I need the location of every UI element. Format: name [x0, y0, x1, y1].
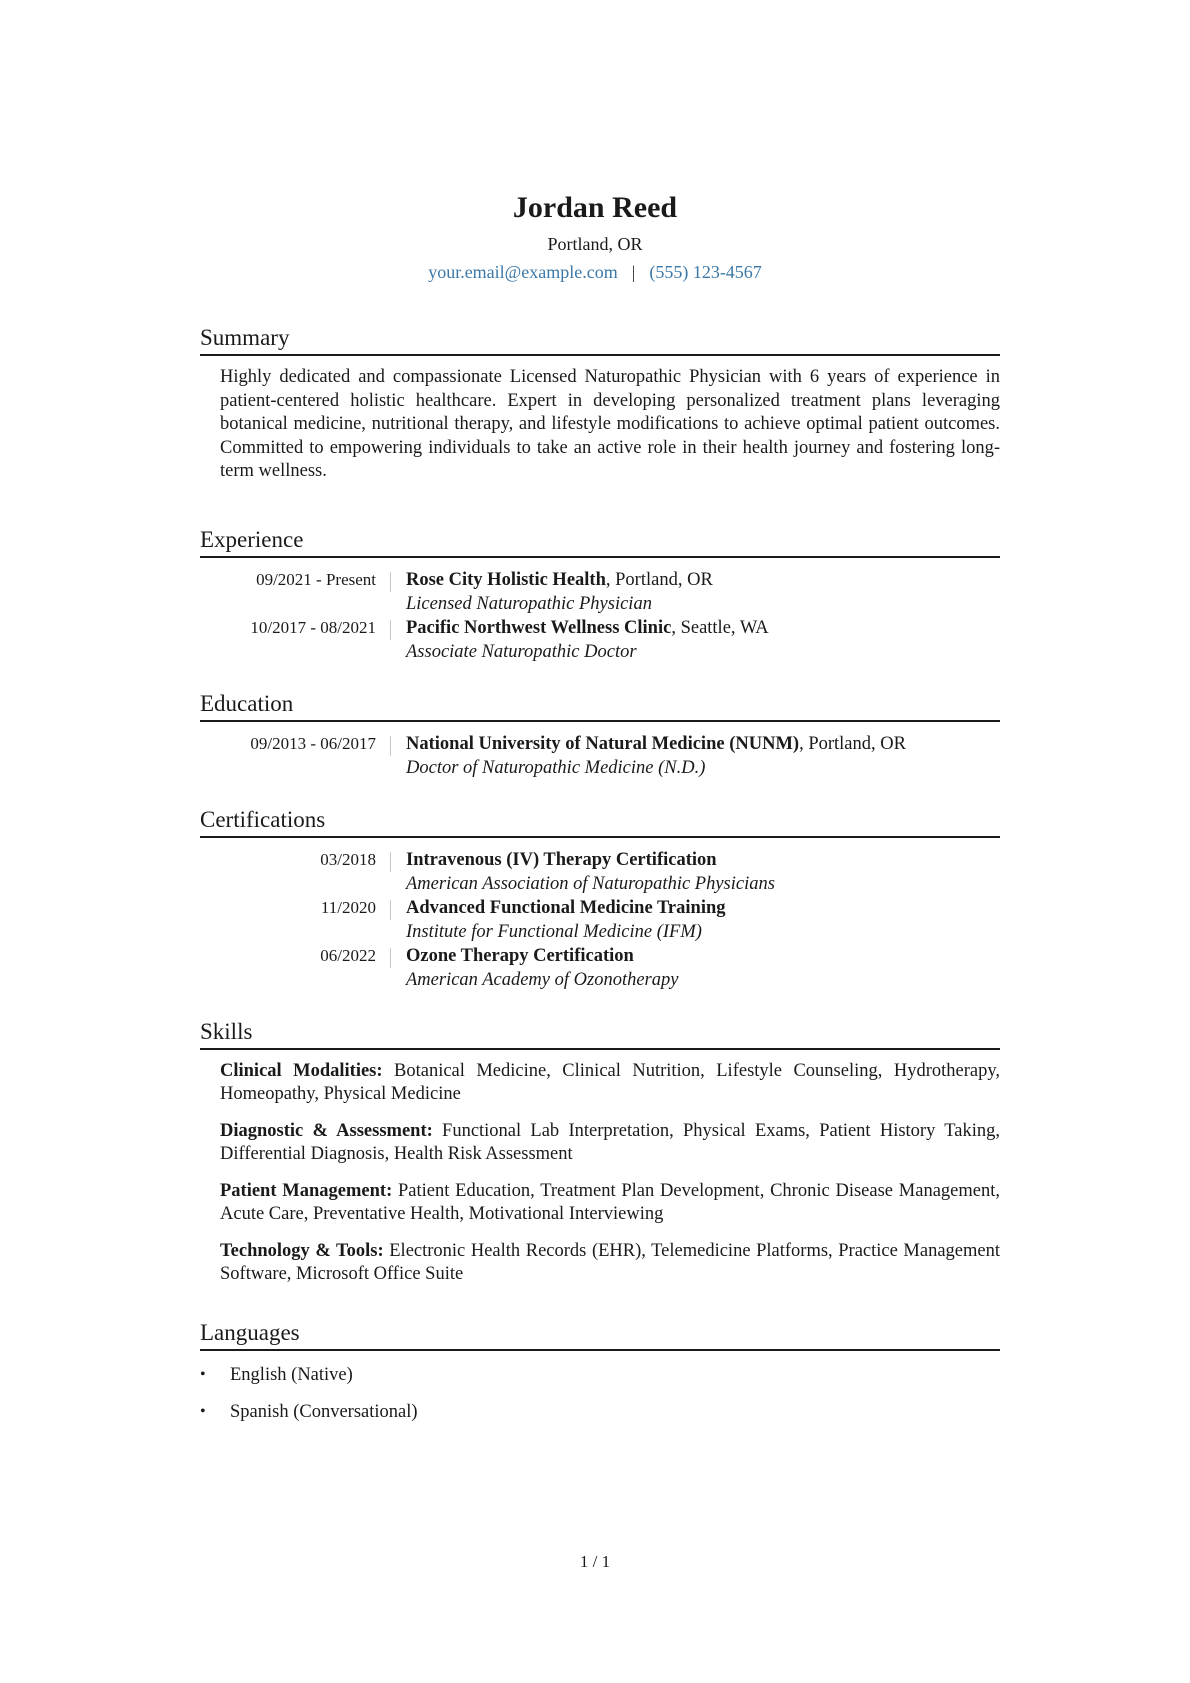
skill-label: Patient Management:	[220, 1180, 393, 1201]
entry-body	[391, 896, 726, 944]
language-item: • English (Native)	[200, 1363, 1000, 1387]
entry-issuer: American Academy of Ozonotherapy	[406, 969, 679, 990]
summary-text: Highly dedicated and compassionate Licensed Naturopathic Physician with 6 years of experience in patient-centered holistic healthcare. Expert in developing personalized treatment plans leveraging botanical medicine, nutritional therapy, and lifestyle modifications to achieve optimal patient outcomes. Committed to empowering individuals to take an active role in their health journey and fostering long-term wellness.	[220, 367, 1000, 481]
entry-organization: Pacific Northwest Wellness Clinic	[406, 617, 672, 638]
entry-date: 09/2013 - 06/2017	[250, 733, 376, 753]
experience-section	[200, 526, 1000, 664]
entry-date: 03/2018	[320, 849, 376, 869]
skill-group	[220, 1180, 1000, 1227]
entry-place: , Portland, OR	[605, 569, 713, 590]
entry-organization: Rose City Holistic Health	[406, 569, 606, 590]
summary-section	[200, 324, 1000, 484]
entry-role: Associate Naturopathic Doctor	[406, 641, 637, 662]
entry-date: 11/2020	[320, 897, 376, 917]
certification-entry	[200, 896, 1000, 944]
section-title-summary: Summary	[200, 324, 1000, 356]
entry-body	[391, 944, 678, 992]
experience-entry	[200, 568, 1000, 616]
certifications-section	[200, 806, 1000, 992]
contact-separator: |	[631, 262, 636, 282]
entry-role: Licensed Naturopathic Physician	[406, 593, 652, 614]
skill-label: Technology & Tools:	[220, 1240, 384, 1261]
experience-entry	[200, 616, 1000, 664]
skill-group	[220, 1120, 1000, 1167]
entry-organization: National University of Natural Medicine (NUNM)	[406, 733, 800, 754]
entry-role: Doctor of Naturopathic Medicine (N.D.)	[406, 757, 706, 778]
languages-section	[200, 1319, 1000, 1424]
section-title-certifications: Certifications	[200, 806, 1000, 838]
entry-issuer: Institute for Functional Medicine (IFM)	[406, 921, 702, 942]
experience-list	[200, 568, 1000, 664]
section-title-experience: Experience	[200, 526, 1000, 558]
entry-organization: Ozone Therapy Certification	[406, 945, 634, 966]
contact-line	[0, 260, 1190, 284]
skills-section	[200, 1018, 1000, 1287]
skill-text: Patient Education, Treatment Plan Development, Chronic Disease Management, Acute Care, Preventative Health, Motivational Interviewing	[220, 1180, 1000, 1224]
section-title-skills: Skills	[200, 1018, 1000, 1050]
entry-place: , Portland, OR	[799, 733, 906, 754]
education-section	[200, 690, 1000, 780]
skill-group	[220, 1060, 1000, 1107]
email-link[interactable]: your.email@example.com	[428, 262, 618, 282]
resume-page	[200, 190, 1000, 1437]
entry-place: , Seattle, WA	[671, 617, 769, 638]
skills-list	[220, 1060, 1000, 1287]
skill-label: Diagnostic & Assessment:	[220, 1120, 433, 1141]
section-title-languages: Languages	[200, 1319, 1000, 1351]
education-list	[200, 732, 1000, 780]
certification-entry	[200, 848, 1000, 896]
section-title-education: Education	[200, 690, 1000, 722]
skill-group	[220, 1240, 1000, 1287]
languages-list	[200, 1363, 1000, 1424]
education-entry	[200, 732, 1000, 780]
phone-link[interactable]: (555) 123-4567	[649, 262, 762, 282]
language-item: • Spanish (Conversational)	[200, 1400, 1000, 1424]
entry-organization: Intravenous (IV) Therapy Certification	[406, 849, 717, 870]
resume-header	[0, 190, 1190, 284]
skill-text: Electronic Health Records (EHR), Telemedicine Platforms, Practice Management Software, Microsoft Office Suite	[220, 1240, 1000, 1284]
entry-date: 06/2022	[320, 945, 376, 965]
skill-text: Functional Lab Interpretation, Physical Exams, Patient History Taking, Differential Diagnosis, Health Risk Assessment	[220, 1120, 1000, 1164]
page-number: 1 / 1	[579, 1552, 611, 1571]
entry-body	[391, 732, 906, 780]
entry-organization: Advanced Functional Medicine Training	[406, 897, 726, 918]
entry-body	[391, 616, 769, 664]
entry-body	[391, 568, 713, 616]
entry-body	[391, 848, 775, 896]
skill-text: Botanical Medicine, Clinical Nutrition, Lifestyle Counseling, Hydrotherapy, Homeopathy, Physical Medicine	[220, 1060, 1001, 1104]
candidate-location: Portland, OR	[547, 234, 643, 254]
entry-date: 09/2021 - Present	[256, 569, 376, 589]
skill-label: Clinical Modalities:	[220, 1060, 383, 1081]
entry-issuer: American Association of Naturopathic Physicians	[406, 873, 775, 894]
certifications-list	[200, 848, 1000, 992]
candidate-name: Jordan Reed	[512, 191, 678, 224]
entry-date: 10/2017 - 08/2021	[250, 617, 376, 637]
certification-entry	[200, 944, 1000, 992]
